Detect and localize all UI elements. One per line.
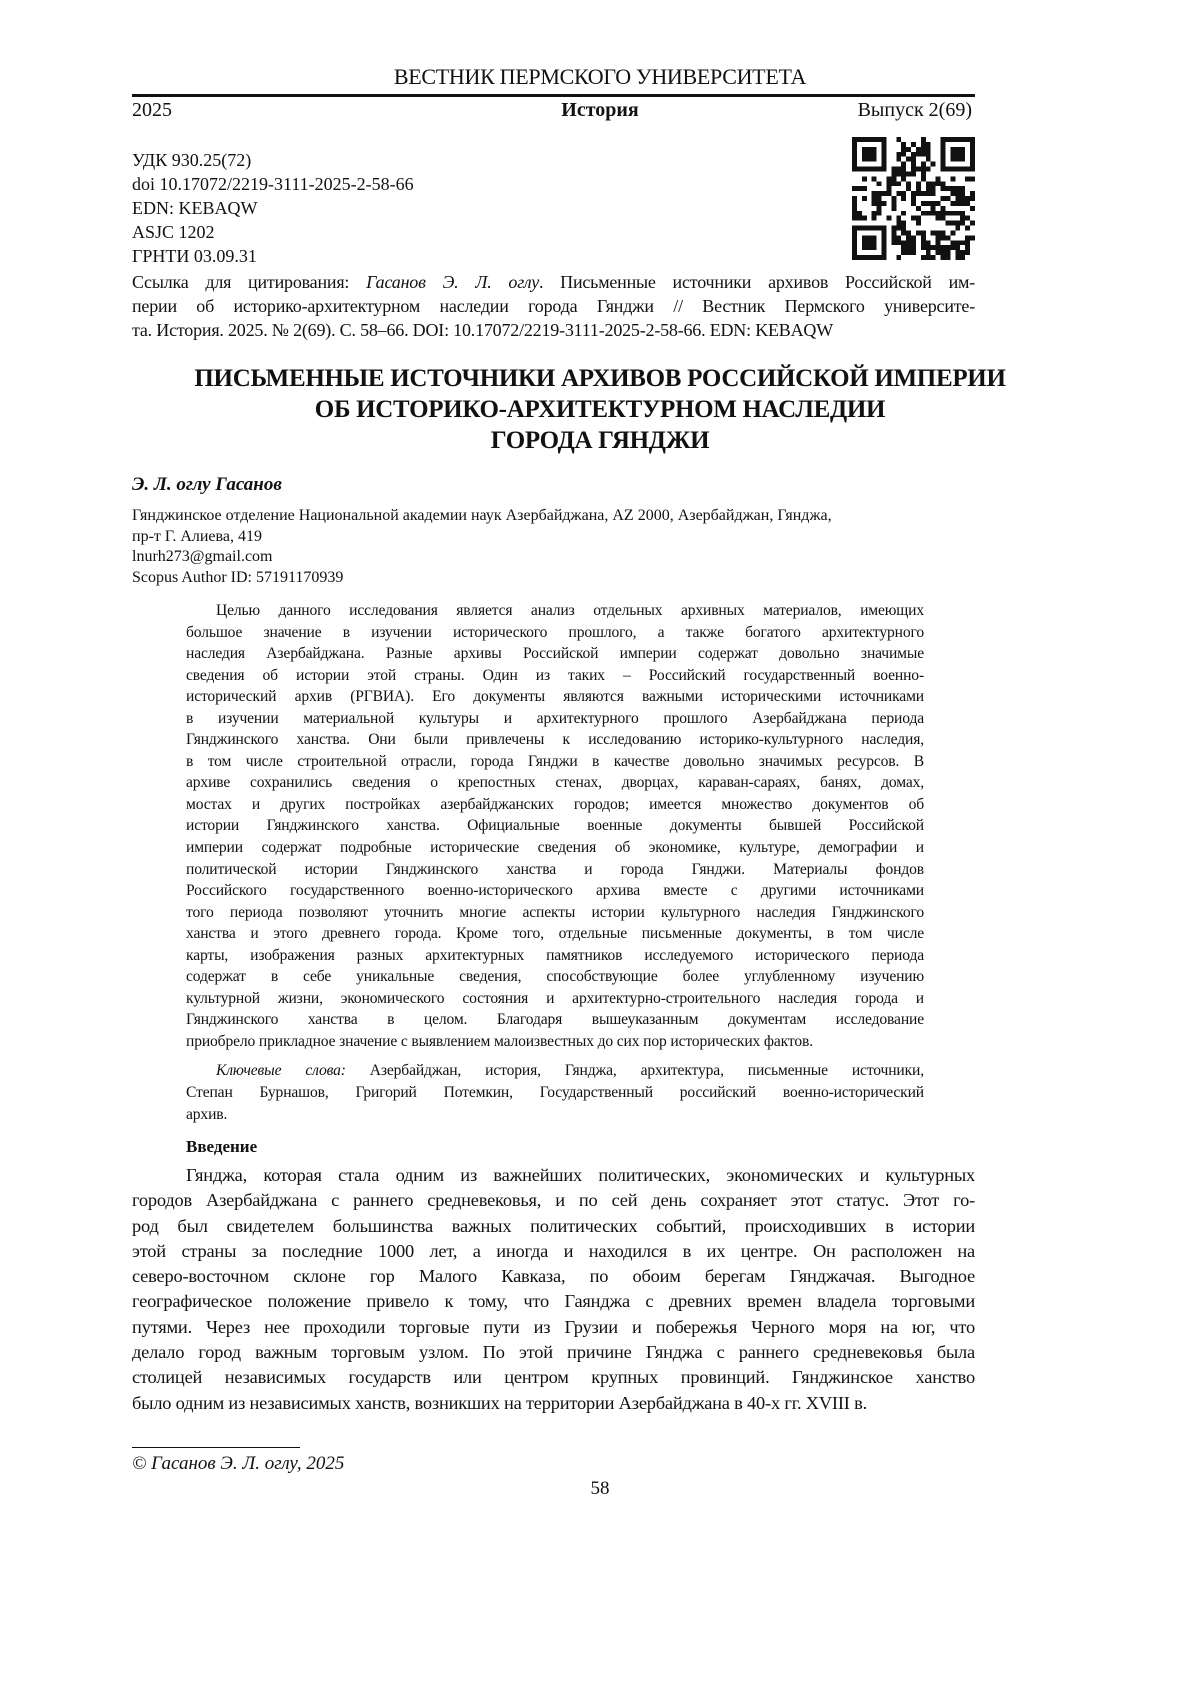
title-line: ОБ ИСТОРИКО-АРХИТЕКТУРНОМ НАСЛЕДИИ [0,394,1200,425]
scopus-id: Scopus Author ID: 57191170939 [132,568,832,589]
section-heading: Введение [186,1137,257,1157]
body-text [132,1163,975,1416]
abstract-line: Целью данного исследования является анализ отдельных архивных материалов, имеющих [186,600,924,622]
udk: УДК 930.25(72) [132,148,414,172]
article-identifiers [132,148,414,268]
abstract-line: приобрело прикладное значение с выявлением малоизвестных до сих пор исторических фактов. [186,1031,924,1053]
keywords [186,1060,924,1126]
keywords-text: архив. [186,1104,924,1126]
abstract-line: исторический архив (РГВИА). Его документы являются важными историческими источниками [186,686,924,708]
citation-text: . Письменные источники архивов Российской им- [539,272,975,292]
body-line: делало город важным торговым узлом. По этой причине Гянджа с раннего средневековья была [132,1340,975,1365]
doi: doi 10.17072/2219-3111-2025-2-58-66 [132,172,414,196]
abstract-line: содержат в себе уникальные сведения, способствующие более углубленному изучению [186,966,924,988]
header-rule [132,94,975,97]
abstract-line: карты, изображения разных архитектурных памятников исследуемого исторического периода [186,945,924,967]
body-line: было одним из независимых ханств, возникших на территории Азербайджана в 40-х гг. XVIII в. [132,1391,975,1416]
header-issue: Выпуск 2(69) [858,99,972,122]
abstract-line: Гянджинского ханства в целом. Благодаря вышеуказанным документам исследование [186,1009,924,1031]
grnti: ГРНТИ 03.09.31 [132,244,414,268]
citation-text: перии об историко-архитектурном наследии города Гянджи // Вестник Пермского университе- [132,294,975,318]
abstract-line: культурной жизни, экономического состояния и архитектурно-строительного наследия города и [186,988,924,1010]
abstract-line: империи содержат подробные исторические сведения об экономике, культуре, демографии и [186,837,924,859]
abstract-line: в изучении материальной культуры и архитектурного прошлого Азербайджана периода [186,708,924,730]
copyright-footnote: © Гасанов Э. Л. оглу, 2025 [132,1453,344,1475]
citation-label: Ссылка для цитирования: [132,272,366,292]
qr-code-icon [852,137,975,260]
asjc: ASJC 1202 [132,220,414,244]
page-number: 58 [0,1478,1200,1500]
journal-name: ВЕСТНИК ПЕРМСКОГО УНИВЕРСИТЕТА [0,64,1200,90]
keywords-text: Азербайджан, история, Гянджа, архитектура, письменные источники, [346,1062,924,1079]
body-line: столицей независимых государств или центром крупных провинций. Гянджинское ханство [132,1365,975,1390]
article-title [0,363,1200,456]
abstract-line: политической истории Гянджинского ханства и города Гянджи. Материалы фондов [186,859,924,881]
abstract-line: истории Гянджинского ханства. Официальные военные документы бывшей Российской [186,815,924,837]
abstract-line: сведения об истории этой страны. Один из таких – Российский государственный военно- [186,665,924,687]
citation-text: та. История. 2025. № 2(69). С. 58–66. DOI: 10.17072/2219-3111-2025-2-58-66. EDN: KEBAQW [132,318,975,342]
body-line: городов Азербайджана с раннего средневековья, и по сей день сохраняет этот статус. Этот го- [132,1188,975,1213]
title-line: ПИСЬМЕННЫЕ ИСТОЧНИКИ АРХИВОВ РОССИЙСКОЙ ИМПЕРИИ [0,363,1200,394]
author-name: Э. Л. оглу Гасанов [132,474,282,496]
body-line: путями. Через нее проходили торговые пути из Грузии и побережья Черного моря на юг, что [132,1315,975,1340]
affiliation-line: Гянджинское отделение Национальной академии наук Азербайджана, AZ 2000, Азербайджан, Гянджа, [132,506,832,527]
author-email: lnurh273@gmail.com [132,547,832,568]
body-line: этой страны за последние 1000 лет, а иногда и находился в их центре. Он расположен на [132,1239,975,1264]
abstract [186,600,924,1052]
abstract-line: большое значение в изучении исторического прошлого, а также богатого архитектурного [186,622,924,644]
header-section: История [0,99,1200,122]
footnote-rule [132,1447,300,1448]
keywords-text: Степан Бурнашов, Григорий Потемкин, Государственный российский военно-исторический [186,1082,924,1104]
citation-author: Гасанов Э. Л. оглу [366,272,539,292]
body-line: северо-восточном склоне гор Малого Кавказа, по обоим берегам Гянджачая. Выгодное [132,1264,975,1289]
abstract-line: того периода позволяют уточнить многие аспекты истории культурного наследия Гянджинского [186,902,924,924]
keywords-label: Ключевые слова: [216,1062,346,1079]
abstract-line: мостах и других постройках азербайджанских городов; имеется множество документов об [186,794,924,816]
abstract-line: наследия Азербайджана. Разные архивы Российской империи содержат довольно значимые [186,643,924,665]
affiliation-address: пр-т Г. Алиева, 419 [132,527,832,548]
body-line: географическое положение привело к тому, что Гаянджа с древних времен владела торговыми [132,1289,975,1314]
citation [132,270,975,342]
title-line: ГОРОДА ГЯНДЖИ [0,425,1200,456]
abstract-line: архиве сохранились сведения о крепостных стенах, дворцах, караван-сараях, банях, домах, [186,772,924,794]
abstract-line: в том числе строительной отрасли, города Гянджи в качестве довольно значимых ресурсов. В [186,751,924,773]
body-line: Гянджа, которая стала одним из важнейших политических, экономических и культурных [132,1163,975,1188]
affiliation [132,506,832,588]
abstract-line: Российского государственного военно-исторического архива вместе с другими источниками [186,880,924,902]
edn: EDN: KEBAQW [132,196,414,220]
abstract-line: Гянджинского ханства. Они были привлечены к исследованию историко-культурного наследия, [186,729,924,751]
header-year: 2025 [132,99,172,122]
body-line: род был свидетелем большинства важных политических событий, происходивших в истории [132,1214,975,1239]
abstract-line: ханства и этого древнего города. Кроме того, отдельные письменные документы, в том числе [186,923,924,945]
